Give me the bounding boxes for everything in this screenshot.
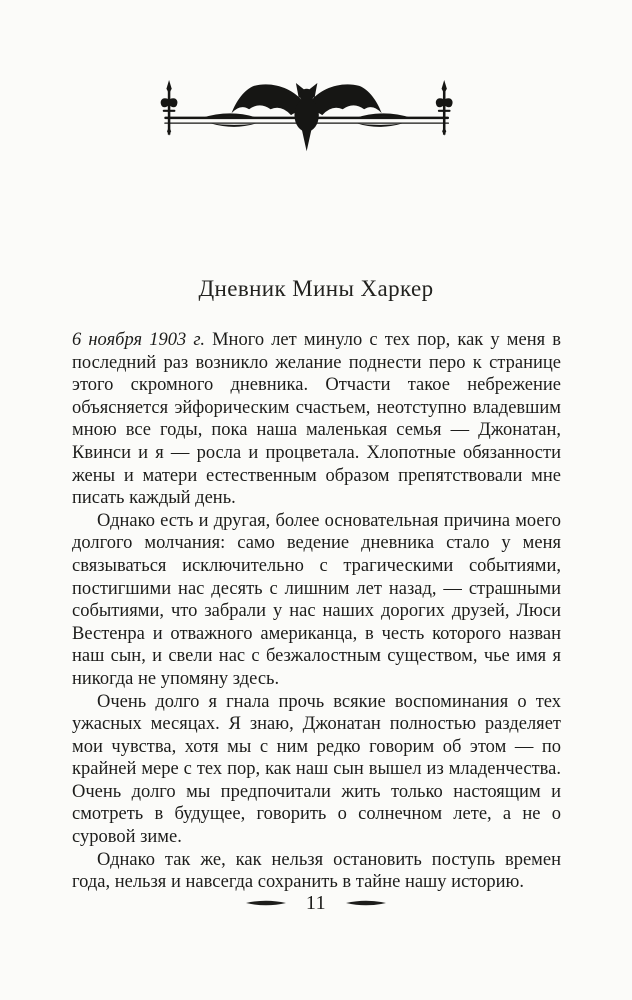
diamond-dash-icon xyxy=(346,898,386,908)
paragraph-diary-entry xyxy=(72,329,561,510)
paragraph xyxy=(72,849,561,894)
paragraph-text: Однако так же, как нельзя остановить поступь времен года, нельзя и навсегда сохранить в тайне нашу историю. xyxy=(72,849,561,893)
paragraph-text: Очень долго я гнала прочь всякие воспоминания о тех ужасных месяцах. Я знаю, Джонатан полностью разделяет мои чувства, хотя мы с ним редко говорим об этом — по крайней мере с тех пор, как наш сын вышел из младенчества. Очень долго мы предпочитали жить только настоящим и смотреть в будущее, говорить о солнечном лете, а не о суровой зиме. xyxy=(72,691,561,848)
page-footer xyxy=(0,893,632,913)
diamond-dash-icon xyxy=(246,898,286,908)
page-number: 11 xyxy=(305,892,327,914)
bat-icon xyxy=(151,76,463,164)
diary-date: 6 ноября 1903 г. xyxy=(72,330,205,350)
bat-divider-ornament xyxy=(151,76,463,164)
paragraph-text: Много лет минуло с тех пор, как у меня в последний раз возникло желание поднести перо к странице этого скромного дневника. Отчасти такое небрежение объясняется эйфорическим счастьем, неотступно владевшим мною все годы, пока наша маленькая семья — Джонатан, Квинси и я — росла и процветала. Хлопотные обязанности жены и матери естественным образом препятствовали мне писать каждый день. xyxy=(72,330,561,509)
body-text xyxy=(72,329,561,894)
paragraph xyxy=(72,510,561,691)
paragraph xyxy=(72,691,561,849)
chapter-title: Дневник Мины Харкер xyxy=(198,276,434,301)
paragraph-text: Однако есть и другая, более основательная причина моего долгого молчания: само ведение дневника стало у меня связываться исключительно с трагическими событиями, постигшими нас десять с лишним лет назад, — страшными событиями, что забрали у нас наших дорогих друзей, Люси Вестенра и отважного американца, в честь которого назван наш сын, и свели нас с безжалостным существом, чье имя я никогда не упомяну здесь. xyxy=(72,510,561,689)
